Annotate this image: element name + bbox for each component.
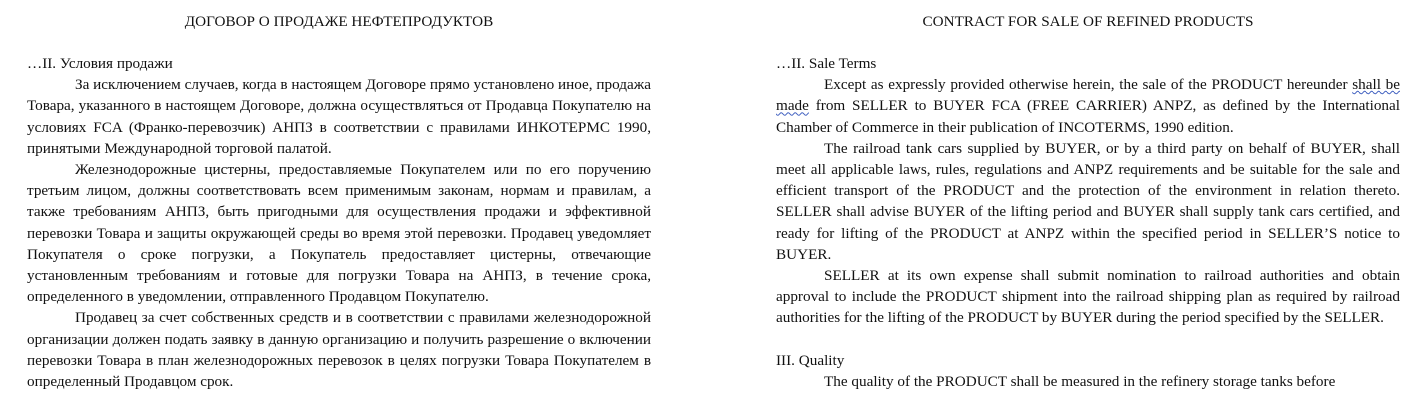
blank-line [776,329,1400,350]
russian-title: ДОГОВОР О ПРОДАЖЕ НЕФТЕПРОДУКТОВ [184,13,494,30]
english-body [776,53,1400,392]
english-paragraph-3: SELLER at its own expense shall submit nomination to railroad authorities and obtain approval to include the PRODUCT shipment into the railroad shipping plan as required by railroad authorities for the lifting of the PRODUCT by BUYER during the period specified by the SELLER. [776,267,1400,327]
russian-body [27,53,651,392]
english-paragraph-1-end: from SELLER to BUYER FCA (FREE CARRIER) ANPZ, as defined by the International Chamber of Commerce in their publication of INCOTERMS, 1990 edition. [776,97,1400,136]
english-section-3-paragraph: The quality of the PRODUCT shall be measured in the refinery storage tanks before [824,373,1336,391]
english-title: CONTRACT FOR SALE OF REFINED PRODUCTS [922,13,1254,30]
russian-paragraph-3: Продавец за счет собственных средств и в соответствии с правилами железнодорожной организации должен подать заявку в данную организацию и получить разрешение о включении перевозки Товара в план железнодорожных перевозок в целях погрузки Товара Покупателем в определенный Продавцом срок. [27,309,651,391]
russian-paragraph-1: За исключением случаев, когда в настоящем Договоре прямо установлено иное, продажа Товара, указанного в настоящем Договоре, должна осуществляться от Продавца Покупателю на условиях FCA (Франко-перевозчик) АНПЗ в соответствии с правилами ИНКОТЕРМС 1990, принятыми Международной торговой палатой. [27,76,651,157]
russian-section-heading: …II. Условия продажи [27,55,173,72]
english-paragraph-1 [776,74,1400,138]
english-paragraph-1-start: Except as expressly provided otherwise herein, the sale of the PRODUCT hereunder [824,76,1353,94]
spellcheck-flagged-text[interactable]: shall be made [776,76,1400,115]
russian-paragraph-2: Железнодорожные цистерны, предоставляемые Покупателем или по его поручению третьим лицом, должны соответствовать всем применимым законам, нормам и правилам, а также требованиям АНПЗ, быть пригодными для осуществления продажи и эффективной перевозки Товара и защиты окружающей среды во время этой перевозки. Продавец уведомляет Покупателя о сроке погрузки, а Покупатель предоставляет цистерны, отвечающие установленным требованиям и готовые для погрузки Товара на АНПЗ, в течение срока, определенного в уведомлении, отправленного Продавцом Покупателю. [27,161,651,306]
english-section-heading: …II. Sale Terms [776,55,877,72]
english-paragraph-2: The railroad tank cars supplied by BUYER, or by a third party on behalf of BUYER, shall meet all applicable laws, rules, regulations and ANPZ requirements and be suitable for the sale and efficient transport of the PRODUCT and the protection of the environment in relation thereto. SELLER shall advise BUYER of the lifting period and BUYER shall supply tank cars certified, and ready for lifting of the PRODUCT at ANPZ within the specified period in SELLER’S notice to BUYER. [776,139,1400,263]
english-section-3-heading: III. Quality [776,351,845,369]
